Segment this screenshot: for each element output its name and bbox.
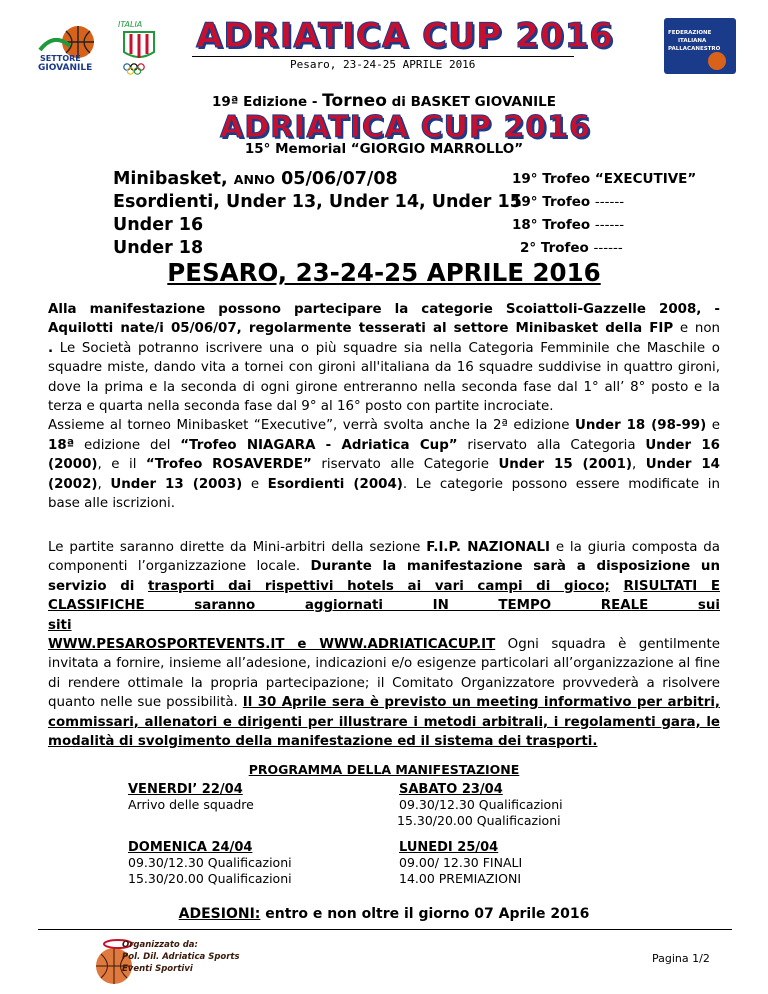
- p2-l2b: Durante la manifestazione sarà a disposizione un: [310, 559, 720, 575]
- program-day-sabato: [399, 782, 563, 829]
- logo-giovanile-text: GIOVANILE: [38, 63, 93, 73]
- p2-l3d: RISULTATI E: [623, 578, 720, 594]
- category-1-a: Minibasket,: [113, 169, 234, 189]
- p1-l9b: , e il: [97, 457, 146, 473]
- memorial: 15° Memorial “GIORGIO MARROLLO”: [244, 141, 524, 157]
- program-day-domenica: [128, 840, 292, 887]
- p1-l10c: Under 13 (2003): [110, 476, 243, 492]
- p2-l5b: Ogni squadra è gentilmente: [495, 637, 720, 653]
- p1-line-5: dove la prima e la seconda di ogni girone entreranno nella seconda fase dal 1° all’ 8° posto e la: [48, 379, 720, 395]
- p1-line-11: base alle iscrizioni.: [48, 496, 176, 512]
- p1-l9a: (2000): [48, 457, 98, 473]
- p1-line-4: squadre miste, dando vita a tornei con gironi all'italiana da 16 squadre suddivise in quattro gironi,: [48, 360, 720, 376]
- p2-line-10: modalità di svolgimento della manifestazione ed il sistema dei trasporti.: [48, 734, 598, 750]
- adesioni-line: [0, 906, 768, 922]
- day-sabato-item-2: 15.30/20.00 Qualificazioni: [397, 813, 561, 828]
- trofeo-4-name: ------: [593, 240, 623, 256]
- p1-l8d: riservato alla Categoria: [457, 437, 646, 453]
- p1-l9f: ,: [632, 457, 646, 473]
- p1-line-8: [48, 436, 720, 455]
- day-lunedi-label: LUNEDI 25/04: [399, 840, 499, 855]
- p1-l10d: e: [242, 476, 268, 492]
- p1-line-7: [48, 416, 720, 435]
- p1-l10b: ,: [97, 476, 111, 492]
- p2-l1c: e la giuria composta da: [549, 540, 721, 555]
- category-1-b: ANNO: [233, 172, 275, 187]
- torneo-text: Torneo: [322, 91, 387, 111]
- programma-title: PROGRAMMA DELLA MANIFESTAZIONE: [248, 762, 520, 777]
- settore-giovanile-logo: [34, 20, 110, 78]
- footer-rule: [38, 929, 732, 930]
- p1-l10f: . Le categorie possono essere modificate in: [402, 476, 720, 492]
- p1-l9g: Under 14: [645, 457, 720, 473]
- header-title: ADRIATICA CUP 2016: [196, 16, 614, 56]
- trofeo-3-name: ------: [594, 217, 625, 233]
- p1-l9e: Under 15 (2001): [498, 457, 633, 473]
- category-row-1: [113, 168, 398, 191]
- day-sabato-label: SABATO 23/04: [399, 782, 503, 797]
- category-1-c: 05/06/07/08: [275, 169, 398, 189]
- organizer-logo: [92, 932, 240, 990]
- p1-line-2: [48, 319, 720, 338]
- trofeo-row-1: [512, 168, 696, 191]
- p2-line-2: [48, 557, 720, 576]
- p1-l7b: Under 18 (98-99): [575, 418, 707, 434]
- big-title: ADRIATICA CUP 2016: [220, 110, 591, 145]
- p1-line-10: [48, 475, 720, 494]
- trofeo-row-4: [520, 237, 623, 260]
- p1-l8e: Under 16: [645, 437, 720, 453]
- p1-line-1: Alla manifestazione possono partecipare la categorie Scoiattoli-Gazzelle 2008, -: [48, 302, 720, 317]
- p1-line-9: [48, 455, 720, 474]
- p1-l8c: “Trofeo NIAGARA - Adriatica Cup”: [180, 437, 458, 453]
- trofeo-3: 18° Trofeo: [512, 217, 595, 233]
- logo-italia-text: ITALIA: [118, 20, 143, 29]
- p1-l3-text: Le Società potranno iscrivere una o più squadre sia nella Categoria Femminile che Maschile o: [53, 340, 720, 356]
- day-domenica-label: DOMENICA 24/04: [128, 840, 253, 855]
- trofeo-row-3: [512, 214, 624, 237]
- day-domenica-item-1: 09.30/12.30 Qualificazioni: [128, 855, 292, 870]
- p1-line-3: [48, 339, 720, 358]
- p2-line-1: [48, 538, 720, 557]
- p2-l3b: trasporti dai rispettivi hotels ai vari campi di gioco;: [148, 578, 610, 594]
- p1-l8b: edizione del: [74, 437, 181, 453]
- p2-l8b: Il 30 Aprile sera è previsto un meeting informativo per arbitri,: [242, 695, 721, 711]
- coni-italia-logo: [114, 18, 164, 76]
- p1-l2-bold: Aquilotti nate/i 05/06/07, regolarmente tesserati al settore Minibasket della FIP: [48, 321, 674, 337]
- day-domenica-item-2: 15.30/20.00 Qualificazioni: [128, 871, 292, 886]
- org-line-2: Pol. Dil. Adriatica Sports: [122, 952, 240, 962]
- trofeo-1-name: “EXECUTIVE”: [594, 171, 697, 187]
- p1-l9d: riservato alle Categorie: [311, 457, 499, 473]
- paragraph-2: [48, 538, 720, 751]
- p2-line-5: [48, 635, 720, 654]
- p1-l8a: 18ª: [48, 437, 75, 453]
- program-day-lunedi: [399, 840, 522, 887]
- p1-line-6: terza e quarta nella seconda fase dal 9° al 16° posto con partite incrociate.: [48, 399, 554, 415]
- main-heading: PESARO, 23-24-25 APRILE 2016: [167, 258, 601, 287]
- fip-line2: ITALIANA: [678, 38, 707, 44]
- org-line-3: Eventi Sportivi: [122, 964, 193, 974]
- p2-line-6: invitata a fornire, insieme all’adesione, indicazioni e/o esigenze particolari all’organizzazione al fine: [48, 656, 720, 672]
- p1-l2-text: e non: [673, 321, 720, 337]
- p2-l1b: F.I.P. NAZIONALI: [426, 540, 550, 555]
- edition-text: 19ª Edizione -: [212, 94, 323, 110]
- fip-logo: [664, 18, 736, 74]
- p2-line-7: di rendere ottimale la propria partecipazione; il Comitato Organizzatore provvederà a risolvere: [48, 675, 720, 691]
- basket-giovanile-text: di BASKET GIOVANILE: [386, 94, 556, 110]
- paragraph-1: [48, 300, 720, 513]
- p1-l10e: Esordienti (2004): [267, 476, 403, 492]
- fip-line1: FEDERAZIONE: [668, 30, 712, 36]
- category-row-4: Under 18: [113, 238, 204, 258]
- org-line-1: Organizzato da:: [122, 940, 198, 950]
- p1-l7a: Assieme al torneo Minibasket “Executive”, verrà svolta anche la 2ª edizione: [48, 418, 575, 434]
- p1-l9c: “Trofeo ROSAVERDE”: [145, 457, 312, 473]
- category-row-3: Under 16: [113, 215, 204, 235]
- trofeo-1: 19° Trofeo: [512, 171, 595, 187]
- p2-l8a: quanto nelle sue possibilità.: [48, 695, 243, 711]
- header-rule: [192, 56, 574, 57]
- p2-l3c: [610, 579, 624, 594]
- fip-ball-icon: [708, 52, 726, 70]
- p2-line-9: commissari, allenatori e dirigenti per illustrare i metodi arbitrali, i regolamenti gara, le: [48, 714, 720, 730]
- trofeo-row-2: [512, 191, 624, 214]
- logo-settore-text: SETTORE: [40, 54, 81, 63]
- trofeo-2: 19° Trofeo: [512, 194, 595, 210]
- p2-l5a: WWW.PESAROSPORTEVENTS.IT e WWW.ADRIATICACUP.IT: [48, 637, 496, 653]
- adesioni-label: ADESIONI:: [178, 906, 261, 922]
- header-dates: Pesaro, 23-24-25 APRILE 2016: [290, 58, 476, 71]
- program-day-venerdi: [128, 782, 254, 813]
- trofeo-2-name: ------: [594, 194, 625, 210]
- day-lunedi-item-2: 14.00 PREMIAZIONI: [399, 871, 522, 886]
- trofeo-4: 2° Trofeo: [520, 240, 594, 256]
- p1-l3-dot: .: [48, 340, 54, 356]
- day-venerdi-item-1: Arrivo delle squadre: [128, 797, 254, 812]
- edition-line: [0, 91, 768, 111]
- day-lunedi-item-1: 09.00/ 12.30 FINALI: [399, 855, 523, 870]
- p1-l7c: e: [706, 418, 721, 434]
- fip-line3: PALLACANESTRO: [668, 46, 721, 52]
- adesioni-text: entro e non oltre il giorno 07 Aprile 2016: [260, 906, 590, 922]
- p2-line-4: CLASSIFICHE saranno aggiornati IN TEMPO REALE sui siti: [48, 598, 720, 633]
- p2-l3a: servizio di: [48, 578, 149, 594]
- p2-l1a: Le partite saranno dirette da Mini-arbitri della sezione: [48, 540, 427, 555]
- p1-l10a: (2002): [48, 476, 98, 492]
- category-row-2: Esordienti, Under 13, Under 14, Under 15: [113, 192, 522, 212]
- p2-line-8: [48, 693, 720, 712]
- day-sabato-item-1: 09.30/12.30 Qualificazioni: [399, 797, 563, 812]
- page-number: Pagina 1/2: [652, 952, 710, 965]
- p2-line-3: [48, 577, 720, 596]
- day-venerdi-label: VENERDI’ 22/04: [128, 782, 243, 797]
- p2-l2a: componenti l’organizzazione locale.: [48, 559, 311, 575]
